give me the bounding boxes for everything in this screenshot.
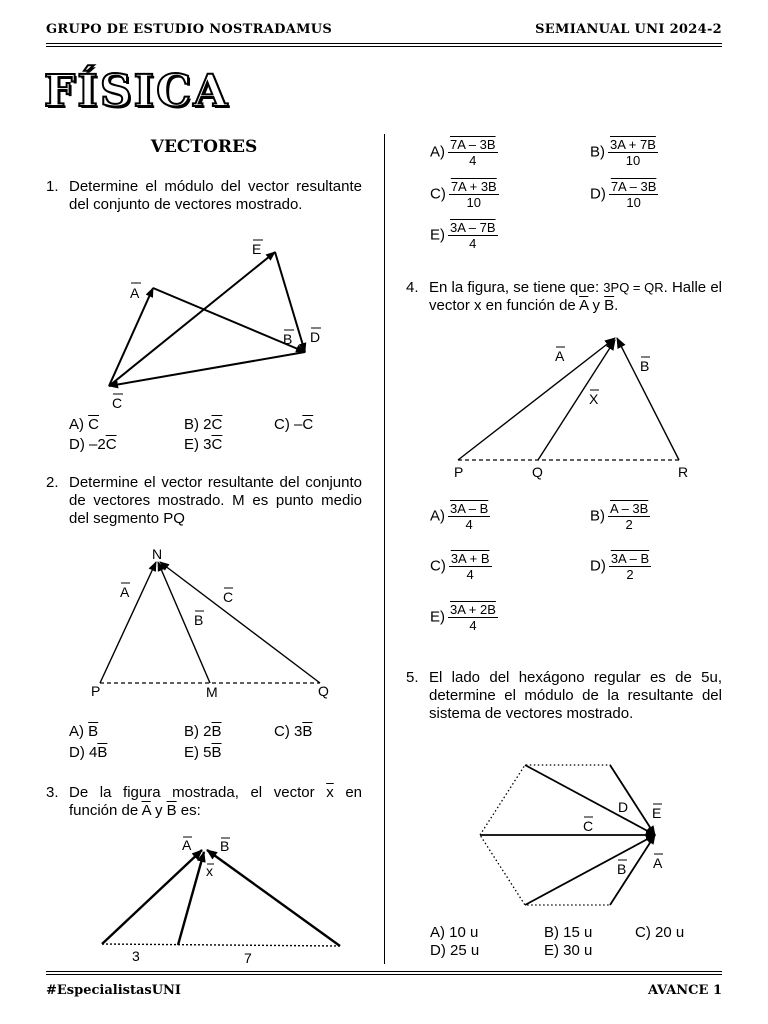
q2-label-b: B [194,612,204,628]
q5-option-b[interactable]: B) 15 u [544,924,593,941]
q5-label-a: A [653,855,663,871]
q4-figure [445,332,695,482]
question-5 [406,669,722,723]
page-footer [46,983,722,998]
question-5-number: 5. [406,669,419,686]
q1-label-b: B [283,331,293,347]
q1-label-d: D [310,329,321,345]
question-2 [46,474,362,528]
q2-vector-a [100,562,156,683]
page-title: FÍSICA [44,66,230,117]
q1-option-e[interactable]: E) $3\overline{C}$ [184,436,223,453]
q3-option-d[interactable]: D) $\frac{7A - 3B}{10}$ [590,179,657,210]
q3-option-e[interactable]: E) $\frac{3A - 7B}{4}$ [430,220,496,251]
q4-label-b: B [640,358,650,374]
q5-option-d[interactable]: D) 25 u [430,942,480,959]
q4-option-b[interactable]: B) $\frac{A - 3B}{2}$ [590,501,649,532]
q2-option-e[interactable]: E) $5\overline{B}$ [184,744,222,761]
q3-label-x: x [206,863,213,879]
q1-figure [95,234,335,414]
q3-label-a: A [182,837,192,853]
question-1 [46,178,362,214]
q1-option-d[interactable]: D) $-2\overline{C}$ [69,436,117,453]
q5-label-c: C [583,818,594,834]
q5-label-d: D [618,799,629,815]
column-divider [384,134,385,964]
q3-vector-a [102,850,202,944]
q2-option-b[interactable]: B) $2\overline{B}$ [184,723,222,740]
q5-label-e: E [652,805,662,821]
question-4-text: En la figura, se tiene que: 3PQ = QR. Halle el vector x en función de $\overline{A}$ y $\overline{B}$. [429,279,722,314]
q4-option-a[interactable]: A) $\frac{3A - B}{4}$ [430,501,489,532]
q1-label-c: C [112,395,123,411]
question-4 [406,279,722,315]
q5-option-c[interactable]: C) 20 u [635,924,685,941]
q5-figure [470,760,700,920]
q2-label-a: A [120,584,130,600]
q5-vector-b [525,835,655,905]
q4-option-e[interactable]: E) $\frac{3A + 2B}{4}$ [430,602,496,633]
q4-label-r: R [678,464,689,480]
q5-vector-e [610,765,655,835]
q5-label-b: B [617,861,627,877]
page-header [46,22,722,37]
question-3-number: 3. [46,784,59,801]
footer-rule-secondary [46,974,722,975]
q1-label-a: A [130,285,140,301]
q1-option-b[interactable]: B) $2\overline{C}$ [184,416,223,433]
q4-label-p: P [454,464,464,480]
q3-label-7: 7 [244,950,252,966]
question-1-number: 1. [46,178,59,195]
q3-label-3: 3 [132,948,140,964]
q2-label-n: N [152,546,163,562]
question-3 [46,784,362,820]
q3-label-b: B [220,838,230,854]
q1-option-a[interactable]: A) $\overline{C}$ [69,416,100,433]
question-5-text: El lado del hexágono regular es de 5u, determine el módulo de la resultante del sistema de vectores mostrado. [429,669,722,722]
q1-label-e: E [252,241,262,257]
q4-option-d[interactable]: D) $\frac{3A - B}{2}$ [590,551,650,582]
q3-option-b[interactable]: B) $\frac{3A + 7B}{10}$ [590,137,656,168]
q2-option-c[interactable]: C) $3\overline{B}$ [274,723,313,740]
q4-label-a: A [555,348,565,364]
q3-option-c[interactable]: C) $\frac{7A + 3B}{10}$ [430,179,497,210]
question-1-text: Determine el módulo del vector resultante del conjunto de vectores mostrado. [69,178,362,213]
q3-figure [92,832,352,970]
q1-option-c[interactable]: C) $-\overline{C}$ [274,416,314,433]
q4-label-x: X [589,391,599,407]
footer-hashtag: #EspecialistasUNI [46,983,182,998]
q2-label-c: C [223,589,234,605]
question-2-number: 2. [46,474,59,491]
question-2-text: Determine el vector resultante del conjunto de vectores mostrado. M es punto medio del segmento PQ [69,474,362,527]
q2-figure [88,540,348,710]
q1-vector-a [109,288,153,386]
header-right: SEMIANUAL UNI 2024-2 [535,22,722,37]
footer-rule [46,971,722,972]
header-left: GRUPO DE ESTUDIO NOSTRADAMUS [46,22,333,37]
q2-option-a[interactable]: A) $\overline{B}$ [69,723,99,740]
q3-vector-x [178,852,204,945]
section-title: VECTORES [150,137,258,157]
q5-option-e[interactable]: E) 30 u [544,942,593,959]
q1-vector-c [109,352,305,386]
q2-label-q: Q [318,683,329,699]
q5-option-a[interactable]: A) 10 u [430,924,479,941]
q4-label-q: Q [532,464,543,480]
q1-vector-e [109,252,275,386]
header-rule [46,43,722,44]
q4-vector-x [538,340,615,460]
question-4-number: 4. [406,279,419,296]
q4-vector-b [617,338,679,460]
question-3-text: De la figura mostrada, el vector $\overline{x}$ en función de $\overline{A}$ y $\overline{B}$ es: [69,784,362,819]
header-rule-secondary [46,46,722,47]
footer-right: AVANCE 1 [647,983,722,998]
q3-option-a[interactable]: A) $\frac{7A - 3B}{4}$ [430,137,496,168]
q2-label-p: P [91,683,101,699]
q4-option-c[interactable]: C) $\frac{3A + B}{4}$ [430,551,490,582]
q3-vector-b [207,850,340,946]
q2-label-m: M [206,684,218,700]
q2-option-d[interactable]: D) $4\overline{B}$ [69,744,108,761]
